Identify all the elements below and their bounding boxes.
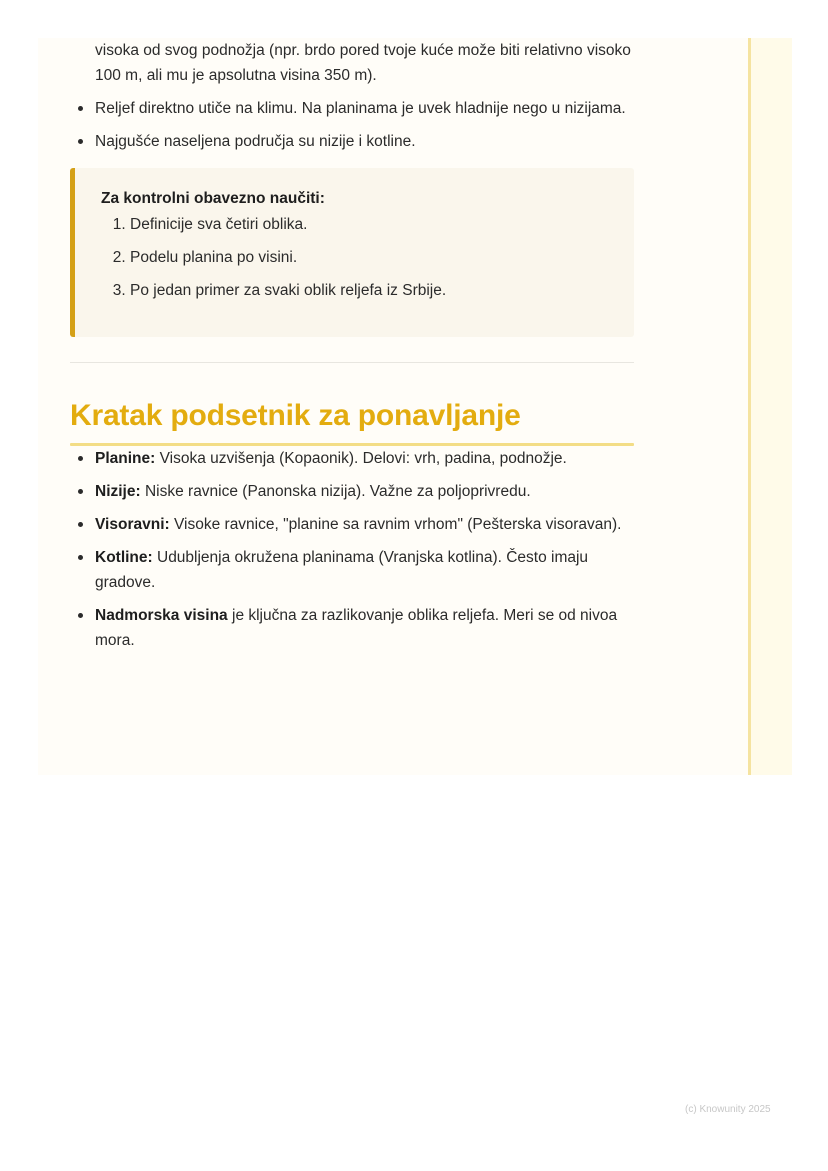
callout-title: Za kontrolni obavezno naučiti: bbox=[101, 190, 325, 207]
summary-text: Visoka uzvišenja (Kopaonik). Delovi: vrh, padina, podnožje. bbox=[155, 450, 567, 467]
section-divider bbox=[70, 362, 634, 363]
summary-item bbox=[95, 446, 634, 471]
callout-item: 1. Definicije sva četiri oblika. bbox=[130, 212, 634, 237]
summary-text: Visoke ravnice, "planine sa ravnim vrhom" (Pešterska visoravan). bbox=[169, 516, 622, 533]
list-item: Najgušće naseljena područja su nizije i kotline. bbox=[95, 129, 634, 154]
intro-list bbox=[70, 38, 634, 154]
sidebar-strip bbox=[751, 38, 792, 775]
summary-text: je ključna za razlikovanje oblika reljefa. Meri se od nivoa mora. bbox=[95, 607, 618, 649]
summary-term: Visoravni: bbox=[95, 516, 170, 533]
list-item: visoka od svog podnožja (npr. brdo pored tvoje kuće može biti relativno visoko 100 m, ali mu je apsolutna visina 350 m). bbox=[95, 42, 631, 84]
summary-item bbox=[95, 603, 634, 653]
section-heading: Kratak podsetnik za ponavljanje bbox=[70, 399, 521, 432]
list-item: Reljef direktno utiče na klimu. Na planinama je uvek hladnije nego u nizijama. bbox=[95, 96, 634, 121]
document-content bbox=[70, 38, 634, 661]
summary-term: Nadmorska visina bbox=[95, 607, 228, 624]
copyright-footer: (c) Knowunity 2025 bbox=[685, 1104, 771, 1115]
callout-item: 2. Podelu planina po visini. bbox=[130, 245, 634, 270]
summary-text: Niske ravnice (Panonska nizija). Važne za poljoprivredu. bbox=[140, 483, 531, 500]
summary-item bbox=[95, 545, 634, 595]
summary-term: Planine: bbox=[95, 450, 156, 467]
summary-list bbox=[70, 446, 634, 653]
exam-callout bbox=[70, 168, 634, 337]
summary-term: Kotline: bbox=[95, 549, 153, 566]
summary-item bbox=[95, 512, 634, 537]
summary-text: Udubljenja okružena planinama (Vranjska kotlina). Često imaju gradove. bbox=[95, 549, 589, 591]
callout-list bbox=[101, 212, 634, 303]
summary-item bbox=[95, 479, 634, 504]
summary-term: Nizije: bbox=[95, 483, 141, 500]
callout-item: 3. Po jedan primer za svaki oblik reljefa iz Srbije. bbox=[130, 278, 634, 303]
